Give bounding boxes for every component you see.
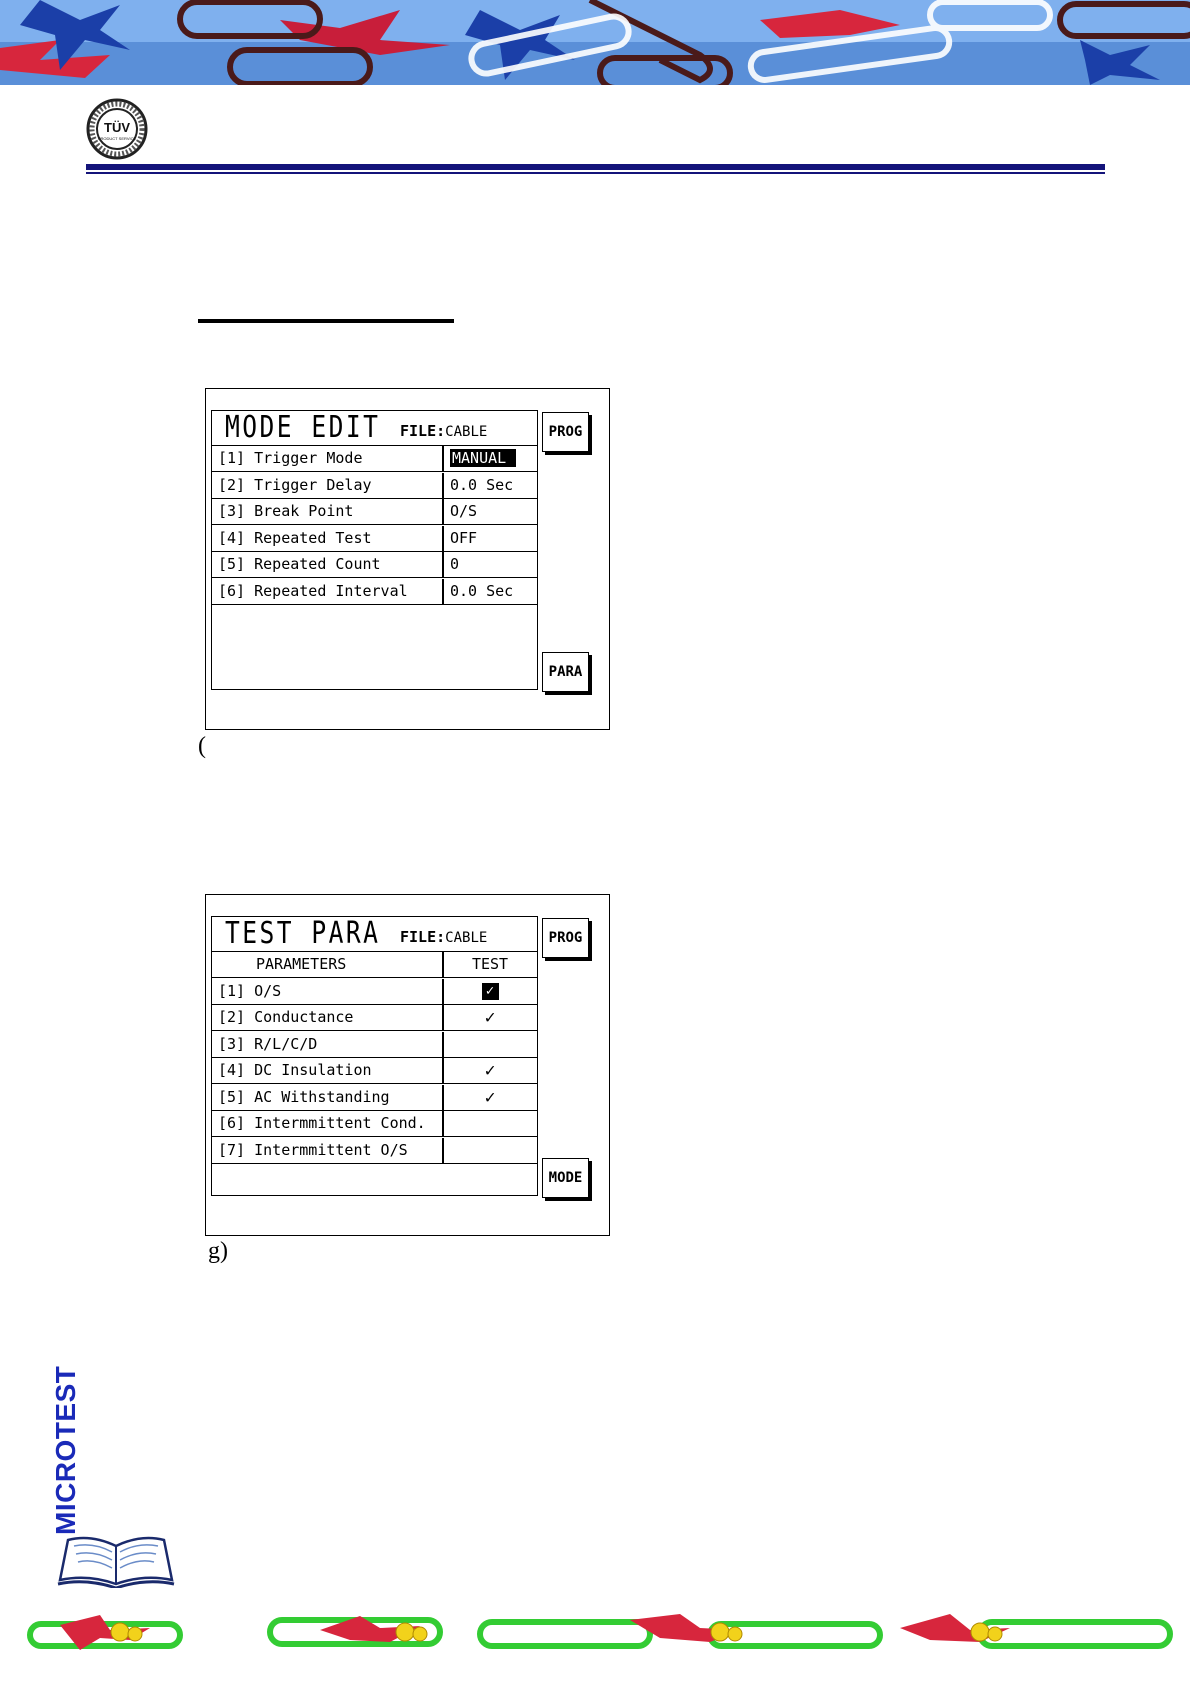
footer-decoration xyxy=(20,1610,1190,1660)
setting-label: [4] Repeated Test xyxy=(218,528,372,547)
column-divider xyxy=(442,552,444,577)
test-header: TEST xyxy=(471,955,509,973)
test-toggle[interactable] xyxy=(443,979,537,1004)
test-toggle[interactable] xyxy=(443,1111,537,1136)
setting-value[interactable] xyxy=(450,446,537,471)
test-toggle[interactable] xyxy=(443,1138,537,1163)
test-para-panel xyxy=(211,916,538,1196)
column-divider xyxy=(442,473,444,498)
parameter-row[interactable] xyxy=(212,1005,537,1031)
file-indicator xyxy=(400,927,487,948)
mode-edit-screen xyxy=(205,388,610,730)
checkmark-icon[interactable]: ✓ xyxy=(484,1060,496,1081)
figure-caption: ( xyxy=(198,733,206,759)
parameter-label: [3] R/L/C/D xyxy=(218,1034,318,1053)
mode-edit-panel xyxy=(211,410,538,690)
parameter-row[interactable] xyxy=(212,1111,537,1137)
test-para-title-row xyxy=(212,917,537,952)
setting-value[interactable]: O/S xyxy=(450,502,478,520)
highlighted-value[interactable]: MANUAL xyxy=(450,449,516,467)
parameter-label: [7] Intermmittent O/S xyxy=(218,1140,408,1159)
setting-value[interactable]: 0.0 Sec xyxy=(450,581,514,600)
column-header-row xyxy=(212,952,537,978)
screen-title: MODE EDIT xyxy=(225,410,381,445)
top-banner xyxy=(0,0,1190,85)
parameter-row[interactable] xyxy=(212,979,537,1005)
prog-button[interactable]: PROG xyxy=(542,412,589,452)
file-name: CABLE xyxy=(445,424,488,440)
brand-logo-text: MICROTEST xyxy=(50,1365,81,1535)
parameter-row[interactable] xyxy=(212,1058,537,1084)
setting-value[interactable]: 0.0 Sec xyxy=(450,475,514,494)
setting-label: [1] Trigger Mode xyxy=(218,449,363,467)
header-rule xyxy=(86,164,1105,170)
parameter-label: [5] AC Withstanding xyxy=(218,1087,390,1106)
setting-row[interactable] xyxy=(212,579,537,605)
parameter-row[interactable] xyxy=(212,1032,537,1058)
checkmark-icon[interactable]: ✓ xyxy=(484,1007,496,1028)
tuv-logo xyxy=(86,98,148,160)
screen-title: TEST PARA xyxy=(225,916,381,951)
file-label: FILE: xyxy=(400,928,446,946)
open-book-icon xyxy=(56,1532,176,1588)
file-label: FILE: xyxy=(400,422,446,440)
column-divider xyxy=(442,446,444,471)
setting-label: [3] Break Point xyxy=(218,502,354,520)
file-name: CABLE xyxy=(445,930,488,946)
parameter-label: [2] Conductance xyxy=(218,1008,354,1026)
setting-label: [2] Trigger Delay xyxy=(218,475,372,494)
parameter-row[interactable] xyxy=(212,1138,537,1164)
column-divider xyxy=(442,526,444,551)
setting-row[interactable] xyxy=(212,552,537,578)
setting-value[interactable]: 0 xyxy=(450,555,460,573)
test-para-screen xyxy=(205,894,610,1236)
column-divider xyxy=(442,499,444,524)
parameter-label: [4] DC Insulation xyxy=(218,1061,372,1079)
setting-row[interactable] xyxy=(212,526,537,552)
prog-button[interactable]: PROG xyxy=(542,918,589,958)
svg-text:PRODUCT SERVICE: PRODUCT SERVICE xyxy=(97,136,137,141)
figure-caption: g) xyxy=(208,1238,228,1264)
para-button[interactable]: PARA xyxy=(542,652,589,692)
column-divider xyxy=(442,579,444,604)
parameters-header: PARAMETERS xyxy=(256,955,347,973)
section-heading-underline xyxy=(198,319,454,323)
header-rule-thin xyxy=(86,172,1105,174)
setting-row[interactable] xyxy=(212,499,537,525)
setting-value[interactable]: OFF xyxy=(450,528,478,547)
svg-text:TÜV: TÜV xyxy=(104,120,130,135)
file-indicator xyxy=(400,421,487,442)
setting-label: [5] Repeated Count xyxy=(218,555,381,573)
parameter-label: [6] Intermmittent Cond. xyxy=(218,1114,426,1132)
checkmark-icon[interactable]: ✓ xyxy=(484,1086,496,1108)
mode-edit-title-row xyxy=(212,411,537,446)
parameter-label: [1] O/S xyxy=(218,981,282,1000)
checked-box-icon[interactable]: ✓ xyxy=(482,983,499,1000)
mode-button[interactable]: MODE xyxy=(542,1158,589,1198)
parameter-row[interactable] xyxy=(212,1085,537,1111)
setting-row[interactable] xyxy=(212,446,537,472)
setting-row[interactable] xyxy=(212,473,537,499)
setting-label: [6] Repeated Interval xyxy=(218,581,408,600)
test-toggle[interactable] xyxy=(443,1032,537,1057)
